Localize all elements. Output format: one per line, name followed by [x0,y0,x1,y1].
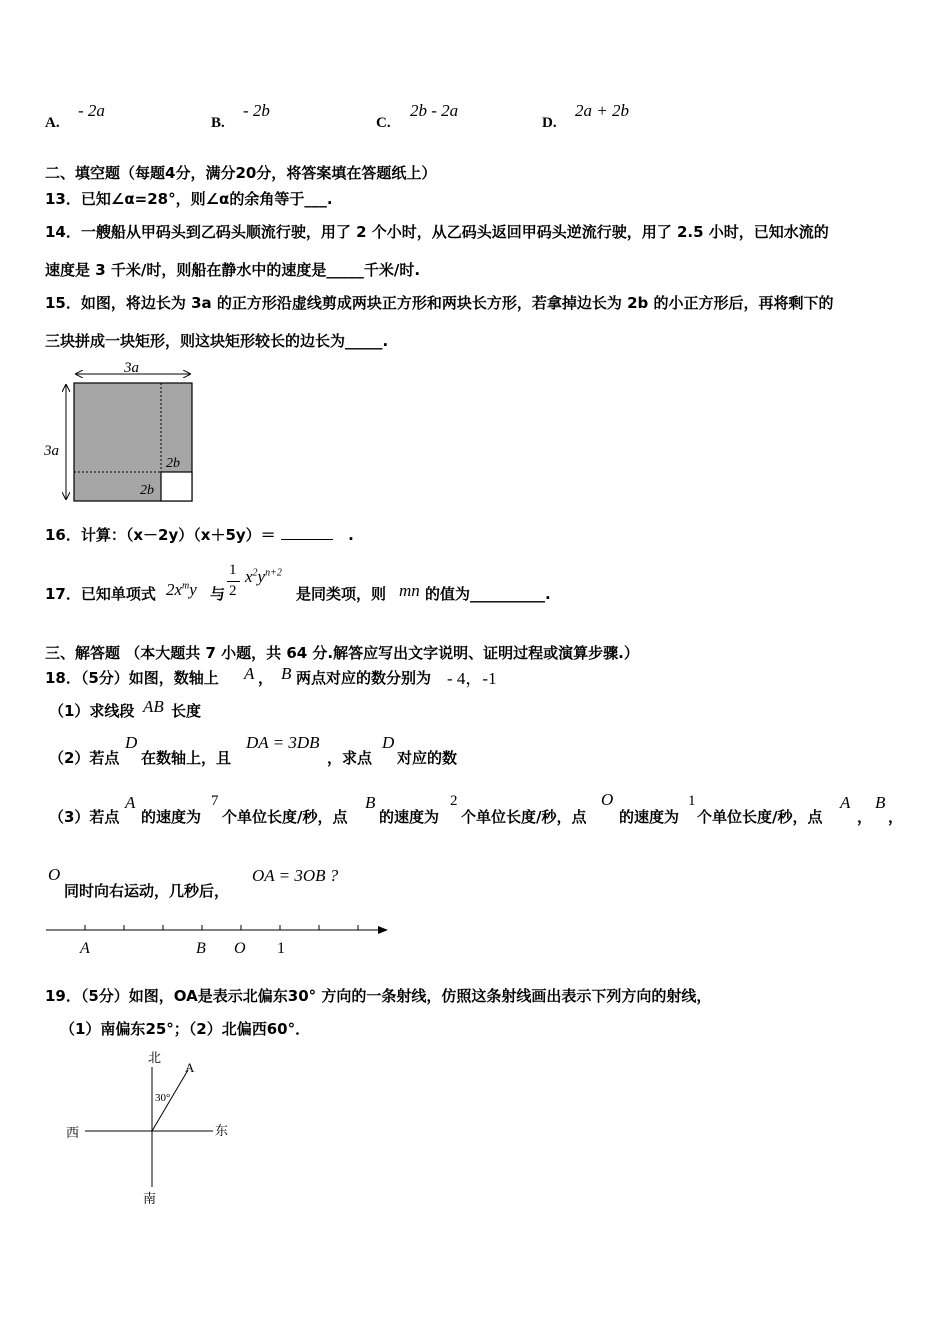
south-label: 南 [143,1191,157,1206]
option-b-expr: - 2b [243,101,270,120]
option-a-letter: A. [45,115,60,131]
q17-exp-m: m [182,580,190,592]
q18-p2-d2: D [382,733,395,752]
question-17-prefix: 17．已知单项式 [45,585,156,603]
section3-title: 三、解答题 （本大题共 7 小题，共 64 分.解答应写出文字说明、证明过程或演算步骤.） [45,644,639,662]
q17-frac-den: 2 [229,583,237,599]
q18-a: A [244,664,255,683]
q18-p3-a: （3）若点 [49,808,120,826]
q18-p1-b: 长度 [171,702,202,720]
q18-p3-2: 2 [450,793,458,809]
q18-p2-c: ，求点 [327,749,373,767]
question-15-line1: 15．如图，将边长为 3a 的正方形沿虚线剪成两块正方形和两块长方形，若拿掉边长为 2b 的小正方形后，再将剩下的 [45,294,834,312]
q18-p3-g: 个单位长度/秒，点 [697,808,823,826]
point-o-label: O [234,940,246,957]
figure-top-label: 3a [124,360,139,376]
option-c-expr: 2b - 2a [410,101,459,120]
square-cut-figure [40,355,210,510]
q18-p3-sep: ， [857,808,873,826]
q18-p3-b: 的速度为 [141,808,202,826]
q17-mn: mn [399,581,420,600]
q18-stem-a: 18．（5分）如图，数轴上 [45,669,219,687]
figure-bottom-label: 2b [140,483,154,498]
question-16-end: . [348,526,354,544]
question-14-line1: 14．一艘船从甲码头到乙码头顺流行驶，用了 2 个小时，从乙码头返回甲码头逆流行驶，用了 2.5 小时，已知水流的 [45,223,829,241]
q17-monomial-1 [166,580,197,600]
q18-p1-ab: AB [143,697,164,716]
q18-p3-1: 1 [688,793,696,809]
q18-p3-d: 的速度为 [379,808,440,826]
compass-figure [55,1045,245,1210]
q17-y2: y [257,567,266,586]
q18-p3-h: 同时向右运动，几秒后， [64,882,230,900]
question-15-line2: 三块拼成一块矩形，则这块矩形较长的边长为_____. [45,332,389,350]
q17-exp-2: 2 [252,567,258,579]
q18-p2-eq: DA = 3DB [246,733,320,752]
question-19-parts: （1）南偏东25°；（2）北偏西60°． [60,1020,311,1038]
north-label: 北 [148,1050,162,1065]
option-c-letter: C. [376,115,391,131]
point-b-label: B [196,940,206,957]
q18-p3-end: ， [888,808,904,826]
q18-p3-B2: B [875,793,886,812]
q17-2x: 2x [166,580,183,599]
number-line [40,915,400,965]
section2-title: 二、填空题（每题4分，满分20分，将答案填在答题纸上） [45,164,437,182]
q18-p3-e: 个单位长度/秒，点 [461,808,587,826]
q18-p2-b: 在数轴上，且 [141,749,232,767]
q18-p2-d: D [125,733,138,752]
q17-suffix: 的值为__________. [425,585,551,603]
q18-p3-f: 的速度为 [619,808,680,826]
question-19-stem: 19．（5分）如图，OA是表示北偏东30° 方向的一条射线，仿照这条射线画出表示下列方向的射线， [45,987,712,1005]
q17-mid: 是同类项，则 [296,585,387,603]
q18-p3-B: B [365,793,376,812]
question-14-line2: 速度是 3 千米/时，则船在静水中的速度是_____千米/时. [45,261,421,279]
number-line-ticks [85,925,358,930]
q17-monomial-2 [245,567,282,587]
q18-p3-c: 个单位长度/秒，点 [222,808,348,826]
q18-p3-eq: OA = 3OB ? [252,866,339,885]
q18-p3-A: A [125,793,136,812]
q17-exp-n2: n+2 [265,567,282,579]
west-label: 西 [66,1125,80,1140]
answer-blank [281,525,333,540]
point-a-label: A [80,940,90,957]
number-line-arrow [378,926,388,934]
ray-label: A [185,1060,195,1075]
option-d-letter: D. [542,115,557,131]
figure-inner-label: 2b [166,456,180,471]
q18-p1-a: （1）求线段 [49,702,135,720]
q18-comma: ， [258,669,274,687]
option-d-expr: 2a + 2b [575,101,629,120]
q18-b: B [281,664,292,683]
q18-p3-O2: O [48,865,61,884]
east-label: 东 [215,1123,229,1138]
q18-p3-O: O [601,790,614,809]
q17-x: x [245,567,253,586]
point-one-label: 1 [277,940,285,957]
q18-p3-7: 7 [211,793,219,809]
question-16 [45,524,354,545]
angle-label: 30° [155,1092,171,1104]
question-13: 13．已知∠α=28°，则∠α的余角等于___. [45,190,333,208]
q18-values: - 4，-1 [447,669,497,688]
question-16-text: 16．计算：（x－2y）（x＋5y）＝ [45,526,276,544]
q18-stem-b: 两点对应的数分别为 [296,669,432,687]
figure-left-label: 3a [44,443,59,459]
q17-and: 与 [210,585,226,603]
q18-p2-a: （2）若点 [49,749,120,767]
option-a-expr: - 2a [78,101,105,120]
q18-p3-A2: A [840,793,851,812]
q17-y: y [189,580,197,599]
option-b-letter: B. [211,115,225,131]
q18-p2-d-text: 对应的数 [397,749,458,767]
q17-frac-bar [227,581,240,582]
q17-frac-num: 1 [229,562,237,578]
